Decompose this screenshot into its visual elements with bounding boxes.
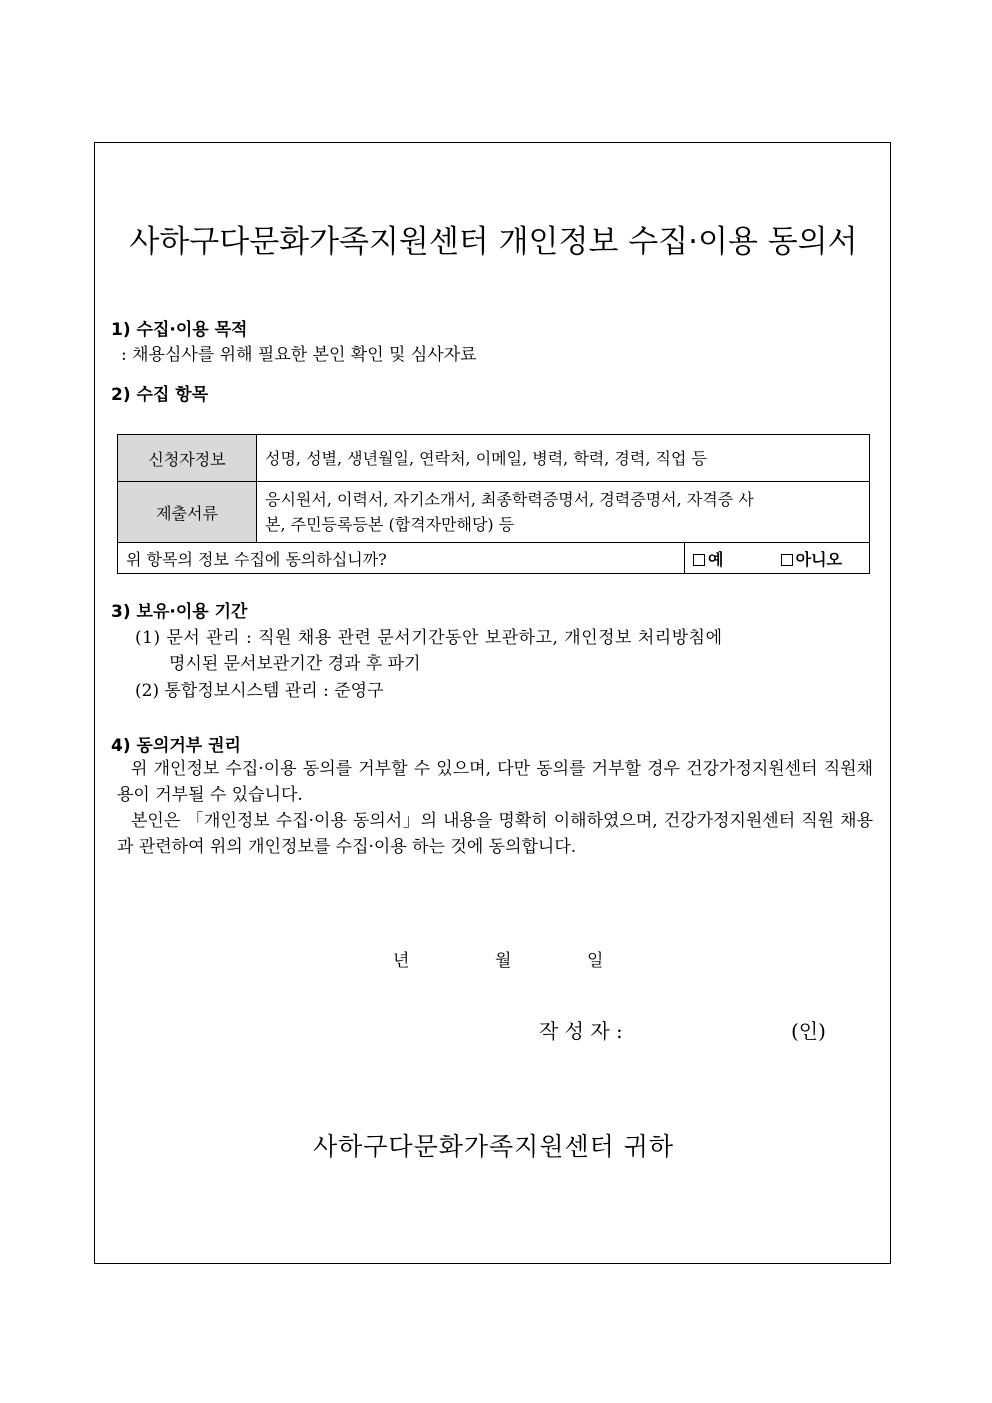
form-title: 사하구다문화가족지원센터 개인정보 수집·이용 동의서 — [129, 224, 858, 260]
consent-form-frame — [94, 142, 891, 1264]
author-label: 작 성 자 : — [539, 1019, 623, 1043]
documents-value-line1: 응시원서, 이력서, 자기소개서, 최종학력증명서, 경력증명서, 자격증 사 — [265, 490, 754, 509]
documents-label: 제출서류 — [118, 482, 257, 543]
documents-value-line2: 본, 주민등록등본 (합격자만해당) 등 — [265, 515, 515, 534]
section1-heading: 1) 수집·이용 목적 — [111, 320, 248, 340]
section3-item1-line1: (1) 문서 관리 : 직원 채용 관련 문서기간동안 보관하고, 개인정보 처리방침에 — [135, 628, 723, 648]
section3-item1-line2: 명시된 문서보관기간 경과 후 파기 — [169, 654, 421, 674]
section1-text: : 채용심사를 위해 필요한 본인 확인 및 심사자료 — [121, 345, 477, 365]
applicant-info-label: 신청자정보 — [118, 435, 257, 482]
section2-heading: 2) 수집 항목 — [111, 385, 209, 405]
seal-mark: (인) — [791, 1019, 826, 1043]
collection-items-table — [117, 434, 870, 574]
yes-label: 예 — [708, 549, 724, 569]
table-row — [118, 543, 870, 574]
recipient-line: 사하구다문화가족지원센터 귀하 — [312, 1132, 675, 1161]
documents-value — [257, 482, 870, 543]
no-option[interactable] — [781, 550, 842, 569]
table-row — [118, 482, 870, 543]
section4-heading: 4) 동의거부 권리 — [111, 736, 241, 756]
consent-options — [685, 543, 870, 574]
applicant-info-value: 성명, 성별, 생년월일, 연락처, 이메일, 병력, 학력, 경력, 직업 등 — [257, 435, 870, 482]
date-day: 일 — [587, 951, 604, 971]
section3-heading: 3) 보유·이용 기간 — [111, 602, 248, 622]
no-label: 아니오 — [795, 549, 842, 569]
table-row — [118, 435, 870, 482]
no-checkbox[interactable] — [781, 554, 793, 566]
section3-item2: (2) 통합정보시스템 관리 : 준영구 — [135, 681, 384, 701]
section4-para1: 위 개인정보 수집·이용 동의를 거부할 수 있으며, 다만 동의를 거부할 경우 건강가정지원센터 직원채용이 거부될 수 있습니다. — [117, 759, 873, 805]
yes-checkbox[interactable] — [693, 554, 705, 566]
yes-option[interactable] — [693, 550, 723, 569]
consent-question: 위 항목의 정보 수집에 동의하십니까? — [118, 543, 685, 574]
date-year: 년 — [393, 951, 410, 971]
date-month: 월 — [495, 951, 512, 971]
section4-para2: 본인은 「개인정보 수집·이용 동의서」의 내용을 명확히 이해하였으며, 건강가정지원센터 직원 채용과 관련하여 위의 개인정보를 수집·이용 하는 것에 동의합니다. — [117, 811, 873, 857]
